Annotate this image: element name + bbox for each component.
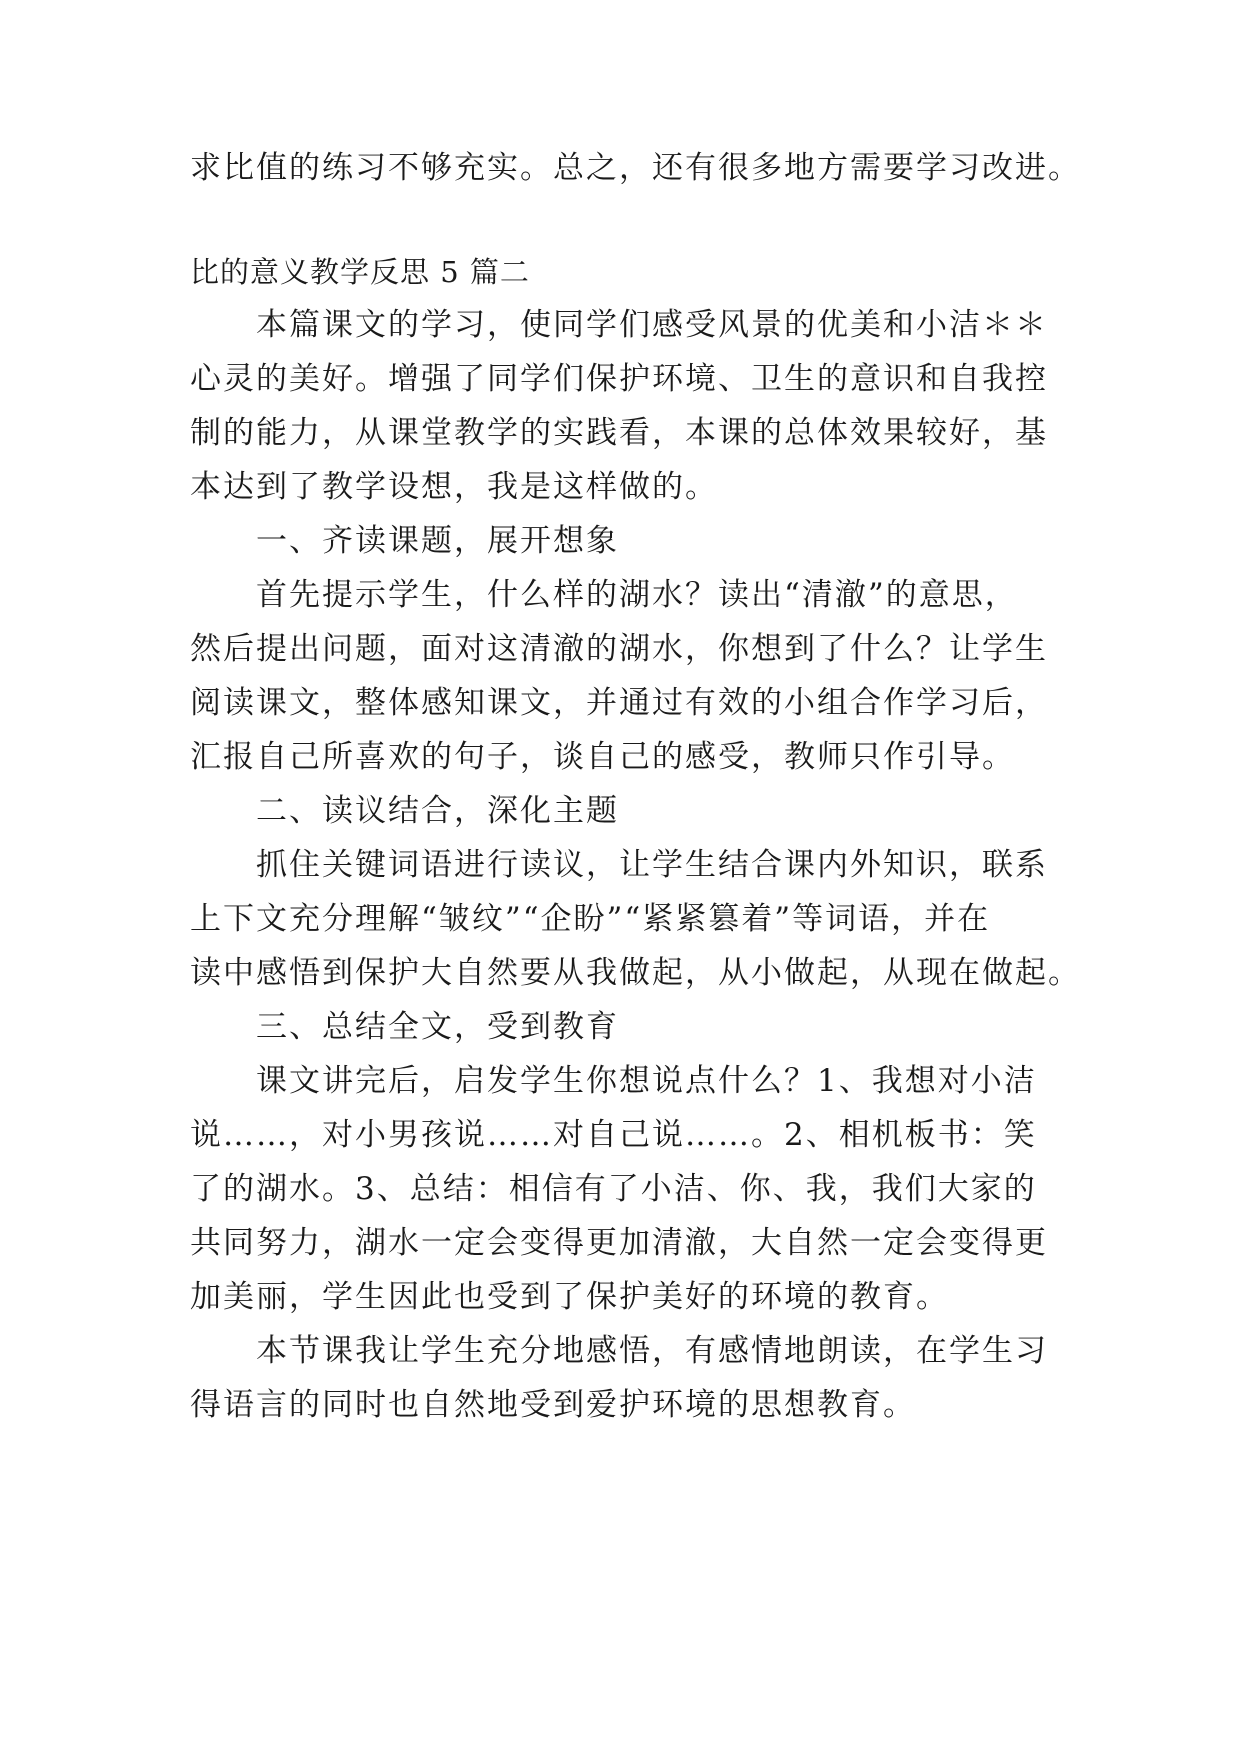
text-line: 了的湖水。3、总结：相信有了小洁、你、我，我们大家的 [190, 1171, 1037, 1207]
subheading: 三、总结全文，受到教育 [190, 1009, 619, 1045]
text-line: 本达到了教学设想，我是这样做的。 [190, 469, 718, 505]
text-line: 读中感悟到保护大自然要从我做起，从小做起，从现在做起。 [190, 955, 1081, 991]
text-line: 制的能力，从课堂教学的实践看，本课的总体效果较好，基 [190, 415, 1048, 451]
text-line: 课文讲完后，启发学生你想说点什么？1、我想对小洁 [190, 1063, 1037, 1099]
text-line: 抓住关键词语进行读议，让学生结合课内外知识，联系 [190, 847, 1048, 883]
text-line: 本篇课文的学习，使同学们感受风景的优美和小洁＊＊ [190, 307, 1048, 343]
text-line: 说……，对小男孩说……对自己说……。2、相机板书：笑 [190, 1117, 1037, 1153]
text-line: 本节课我让学生充分地感悟，有感情地朗读，在学生习 [190, 1333, 1048, 1369]
text-line: 首先提示学生，什么样的湖水？读出“清澈”的意思， [190, 577, 1018, 613]
text-line: 得语言的同时也自然地受到爱护环境的思想教育。 [190, 1387, 916, 1423]
text-line: 心灵的美好。增强了同学们保护环境、卫生的意识和自我控 [190, 361, 1048, 397]
text-line: 上下文充分理解“皱纹”“企盼”“紧紧篡着”等词语，并在 [190, 901, 991, 937]
subheading: 一、齐读课题，展开想象 [190, 523, 619, 559]
text-line: 汇报自己所喜欢的句子，谈自己的感受，教师只作引导。 [190, 739, 1015, 775]
text-line: 加美丽，学生因此也受到了保护美好的环境的教育。 [190, 1279, 949, 1315]
text-line: 求比值的练习不够充实。总之，还有很多地方需要学习改进。 [190, 150, 1081, 186]
text-line: 然后提出问题，面对这清澈的湖水，你想到了什么？让学生 [190, 631, 1048, 667]
text-line: 共同努力，湖水一定会变得更加清澈，大自然一定会变得更 [190, 1225, 1048, 1261]
subheading: 二、读议结合，深化主题 [190, 793, 619, 829]
text-line: 阅读课文，整体感知课文，并通过有效的小组合作学习后， [190, 685, 1048, 721]
section-heading: 比的意义教学反思 5 篇二 [190, 255, 530, 289]
